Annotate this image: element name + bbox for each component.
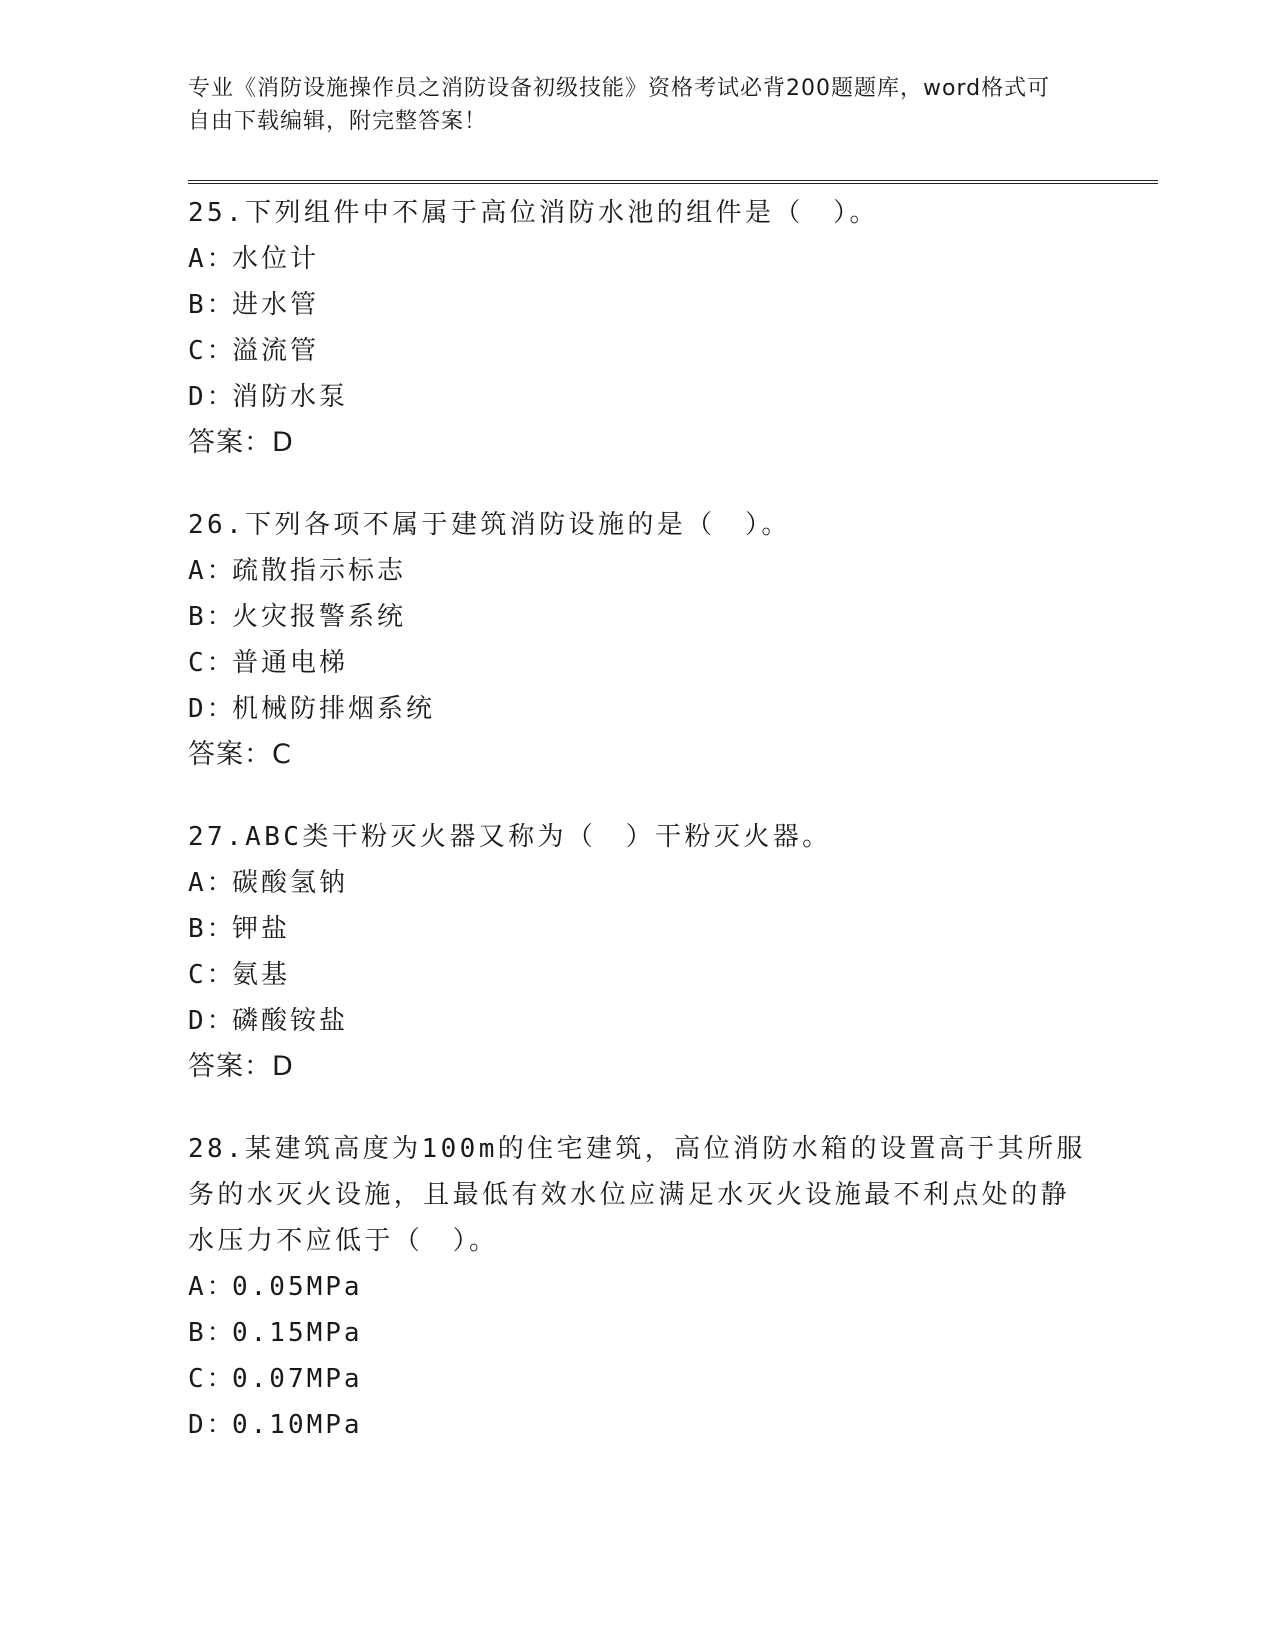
option-c xyxy=(188,328,1088,374)
header-divider xyxy=(188,180,1158,184)
option-text: 火灾报警系统 xyxy=(232,602,407,632)
option-key: B： xyxy=(188,914,236,944)
question-25 xyxy=(188,190,1088,466)
option-a xyxy=(188,1264,1088,1310)
option-text: 钾盐 xyxy=(232,914,291,944)
option-key: C： xyxy=(188,960,236,990)
option-a xyxy=(188,548,1088,594)
option-text: 氨基 xyxy=(232,960,291,990)
option-key: C： xyxy=(188,648,236,678)
option-key: D： xyxy=(188,382,236,412)
option-text: 消防水泵 xyxy=(232,382,349,412)
option-d xyxy=(188,1402,1088,1448)
question-stem: 26.下列各项不属于建筑消防设施的是（ ）。 xyxy=(188,510,791,540)
option-key: B： xyxy=(188,290,236,320)
option-c xyxy=(188,1356,1088,1402)
option-a xyxy=(188,860,1088,906)
question-stem: 28.某建筑高度为100m的住宅建筑，高位消防水箱的设置高于其所服务的水灭火设施，且最低有效水位应满足水灭火设施最不利点处的静水压力不应低于（ ）。 xyxy=(188,1134,1086,1256)
option-b xyxy=(188,1310,1088,1356)
question-28 xyxy=(188,1126,1088,1448)
option-key: B： xyxy=(188,602,236,632)
answer-line: 答案：D xyxy=(188,427,294,458)
option-key: C： xyxy=(188,1364,236,1394)
option-key: A： xyxy=(188,556,236,586)
option-text: 磷酸铵盐 xyxy=(232,1006,349,1036)
option-d xyxy=(188,686,1088,732)
option-key: A： xyxy=(188,244,236,274)
option-b xyxy=(188,594,1088,640)
option-key: A： xyxy=(188,868,236,898)
option-key: C： xyxy=(188,336,236,366)
answer-line: 答案：C xyxy=(188,739,292,770)
option-text: 机械防排烟系统 xyxy=(232,694,436,724)
question-stem: 25.下列组件中不属于高位消防水池的组件是（ ）。 xyxy=(188,198,879,228)
option-d xyxy=(188,998,1088,1044)
option-text: 溢流管 xyxy=(232,336,320,366)
question-27 xyxy=(188,814,1088,1090)
question-26 xyxy=(188,502,1088,778)
option-text: 0.07MPa xyxy=(232,1364,363,1394)
document-header: 专业《消防设施操作员之消防设备初级技能》资格考试必背200题题库，word格式可自由下载编辑，附完整答案！ xyxy=(188,76,1051,134)
option-key: D： xyxy=(188,1410,236,1440)
option-b xyxy=(188,282,1088,328)
option-key: A： xyxy=(188,1272,236,1302)
option-text: 水位计 xyxy=(232,244,320,274)
option-text: 进水管 xyxy=(232,290,320,320)
option-key: D： xyxy=(188,1006,236,1036)
option-text: 0.05MPa xyxy=(232,1272,363,1302)
question-list xyxy=(188,190,1088,1484)
option-c xyxy=(188,640,1088,686)
option-a xyxy=(188,236,1088,282)
option-text: 0.15MPa xyxy=(232,1318,363,1348)
option-c xyxy=(188,952,1088,998)
option-b xyxy=(188,906,1088,952)
question-stem: 27.ABC类干粉灭火器又称为（ ）干粉灭火器。 xyxy=(188,822,832,852)
option-key: B： xyxy=(188,1318,236,1348)
option-text: 普通电梯 xyxy=(232,648,349,678)
option-d xyxy=(188,374,1088,420)
option-text: 疏散指示标志 xyxy=(232,556,407,586)
option-text: 碳酸氢钠 xyxy=(232,868,349,898)
answer-line: 答案：D xyxy=(188,1051,294,1082)
option-key: D： xyxy=(188,694,236,724)
option-text: 0.10MPa xyxy=(232,1410,363,1440)
